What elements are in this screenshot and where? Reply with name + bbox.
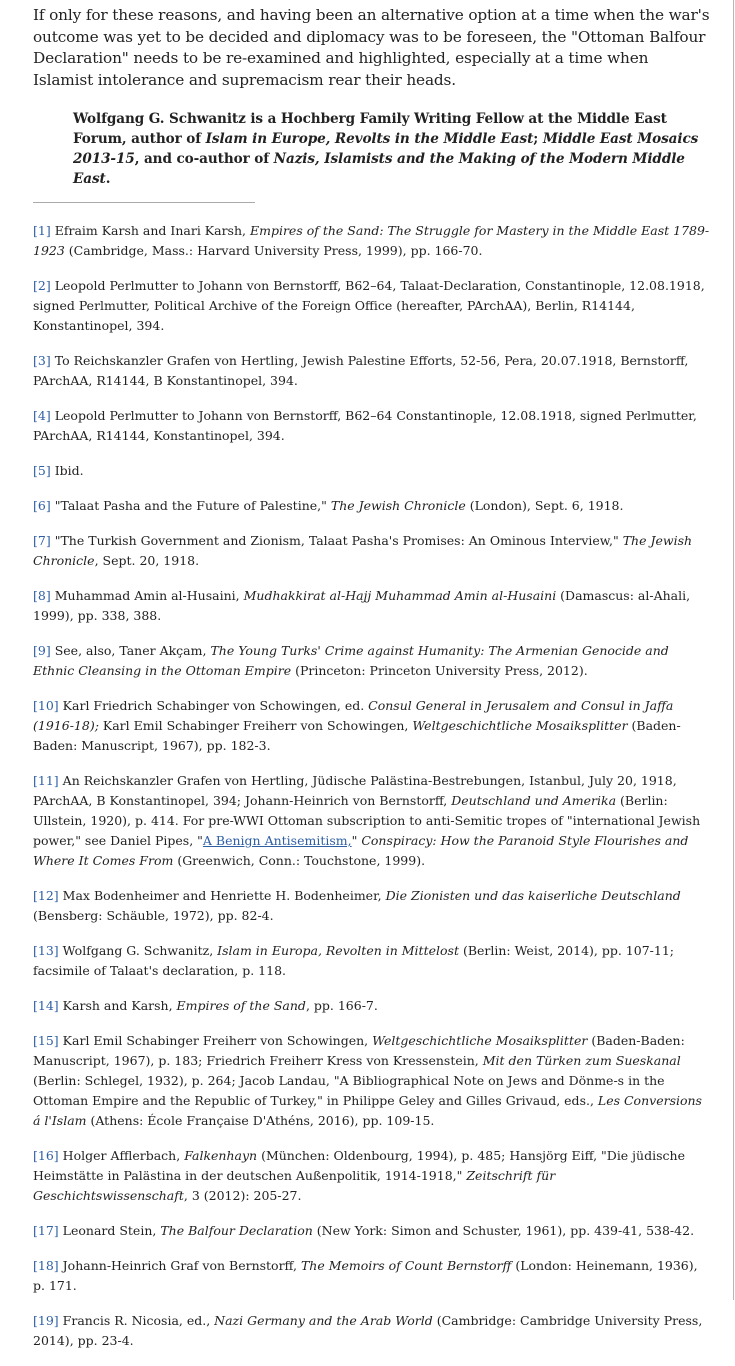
- footnote-9: [9] See, also, Taner Akçam, The Young Turks' Crime against Humanity: The Armenian Genocide and Ethnic Cleansing in the Ottoman Empire (Princeton: Princeton University Press, 2012).: [33, 643, 669, 678]
- footnote-ref-link[interactable]: [8]: [33, 588, 51, 603]
- footnote-ref-link[interactable]: [15]: [33, 1033, 59, 1048]
- footnote-19: [19] Francis R. Nicosia, ed., Nazi Germany and the Arab World (Cambridge: Cambridge University Press, 2014), pp. 23-4.: [33, 1313, 703, 1348]
- footnote-2: [2] Leopold Perlmutter to Johann von Bernstorff, B62–64, Talaat-Declaration, Constantinople, 12.08.1918, signed Perlmutter, Political Archive of the Foreign Office (hereafter, PArchAA), Berlin, R14144, Konstantinopel, 394.: [33, 278, 705, 333]
- footnote-ref-link[interactable]: [11]: [33, 773, 59, 788]
- footnote-ref-link[interactable]: [3]: [33, 353, 51, 368]
- footnote-ref-link[interactable]: [18]: [33, 1258, 59, 1273]
- footnote-ref-link[interactable]: [19]: [33, 1313, 59, 1328]
- footnote-6: [6] "Talaat Pasha and the Future of Palestine," The Jewish Chronicle (London), Sept. 6, 1918.: [33, 498, 624, 513]
- footnote-ref-link[interactable]: [7]: [33, 533, 51, 548]
- footnote-15: [15] Karl Emil Schabinger Freiherr von Schowingen, Weltgeschichtliche Mosaiksplitter (Baden-Baden: Manuscript, 1967), p. 183; Friedrich Freiherr Kress von Kressenstein, Mit den Türken zum Sueskanal (Berlin: Schlegel, 1932), p. 264; Jacob Landau, "A Bibliographical Note on Jews and Dönme-s in the Ottoman Empire and the Republic of Turkey," in Philippe Geley and Gilles Grivaud, eds., Les Conversions á l'Islam (Athens: École Française D'Athéns, 2016), pp. 109-15.: [33, 1033, 702, 1128]
- footnote-ref-link[interactable]: [2]: [33, 278, 51, 293]
- footnote-ref-link[interactable]: [10]: [33, 698, 59, 713]
- footnote-1: [1] Efraim Karsh and Inari Karsh, Empires of the Sand: The Struggle for Mastery in the Middle East 1789-1923 (Cambridge, Mass.: Harvard University Press, 1999), pp. 166-70.: [33, 223, 710, 258]
- footnote-16: [16] Holger Afflerbach, Falkenhayn (München: Oldenbourg, 1994), p. 485; Hansjörg Eiff, "Die jüdische Heimstätte in Palästina in der deutschen Außenpolitik, 1914-1918," Zeitschrift für Geschichtswissenschaft, 3 (2012): 205-27.: [33, 1148, 685, 1203]
- footnote-3: [3] To Reichskanzler Grafen von Hertling, Jewish Palestine Efforts, 52-56, Pera, 20.07.1918, Bernstorff, PArchAA, R14144, B Konstantinopel, 394.: [33, 353, 689, 388]
- bio-text: ;: [533, 131, 543, 147]
- footnote-7: [7] "The Turkish Government and Zionism, Talaat Pasha's Promises: An Ominous Interview," The Jewish Chronicle, Sept. 20, 1918.: [33, 533, 693, 568]
- footnote-17: [17] Leonard Stein, The Balfour Declaration (New York: Simon and Schuster, 1961), pp. 439-41, 538-42.: [33, 1223, 695, 1238]
- footnote-ref-link[interactable]: [16]: [33, 1148, 59, 1163]
- author-bio: [73, 109, 703, 189]
- bio-text: .: [105, 171, 111, 187]
- footnote-8: [8] Muhammad Amin al-Husaini, Mudhakkirat al-Hajj Muhammad Amin al-Husaini (Damascus: al-Ahali, 1999), pp. 338, 388.: [33, 588, 691, 623]
- footnote-ref-link[interactable]: [13]: [33, 943, 59, 958]
- footnote-ref-link[interactable]: [17]: [33, 1223, 59, 1238]
- footnote-13: [13] Wolfgang G. Schwanitz, Islam in Europa, Revolten in Mittelost (Berlin: Weist, 2014), pp. 107-11; facsimile of Talaat's declaration, p. 118.: [33, 943, 675, 978]
- page-right-border: [733, 0, 734, 1300]
- footnote-12: [12] Max Bodenheimer and Henriette H. Bodenheimer, Die Zionisten und das kaiserliche Deutschland (Bensberg: Schäuble, 1972), pp. 82-4.: [33, 888, 681, 923]
- footnote-ref-link[interactable]: [6]: [33, 498, 51, 513]
- footnote-11: [11] An Reichskanzler Grafen von Hertling, Jüdische Palästina-Bestrebungen, Istanbul, July 20, 1918, PArchAA, B Konstantinopel, 394; Johann-Heinrich von Bernstorff, Deutschland und Amerika (Berlin: Ullstein, 1920), p. 414. For pre-WWI Ottoman subscription to anti-Semitic tropes of "international Jewish power," see Daniel Pipes, "A Benign Antisemitism," Conspiracy: How the Paranoid Style Flourishes and Where It Comes From (Greenwich, Conn.: Touchstone, 1999).: [33, 773, 701, 868]
- footnote-ref-link[interactable]: [9]: [33, 643, 51, 658]
- footnote-ref-link[interactable]: [4]: [33, 408, 51, 423]
- footnote-14: [14] Karsh and Karsh, Empires of the Sand, pp. 166-7.: [33, 998, 378, 1013]
- footnote-ref-link[interactable]: [5]: [33, 463, 51, 478]
- footnote-4: [4] Leopold Perlmutter to Johann von Bernstorff, B62–64 Constantinople, 12.08.1918, signed Perlmutter, PArchAA, R14144, Konstantinopel, 394.: [33, 408, 697, 443]
- bio-book-title: Middle East Mosaics 2013-15: [73, 131, 699, 167]
- bio-book-title: Islam in Europe, Revolts in the Middle East: [205, 131, 534, 147]
- footnotes-list: [33, 221, 713, 1351]
- bio-book-title: Nazis, Islamists and the Making of the Modern Middle East: [73, 151, 685, 187]
- footnote-18: [18] Johann-Heinrich Graf von Bernstorff, The Memoirs of Count Bernstorff (London: Heinemann, 1936), p. 171.: [33, 1258, 698, 1293]
- footnotes-separator: [33, 202, 255, 203]
- footnote-10: [10] Karl Friedrich Schabinger von Schowingen, ed. Consul General in Jerusalem and Consul in Jaffa (1916-18); Karl Emil Schabinger Freiherr von Schowingen, Weltgeschichtliche Mosaiksplitter (Baden-Baden: Manuscript, 1967), pp. 182-3.: [33, 698, 681, 753]
- footnote-ref-link[interactable]: [12]: [33, 888, 59, 903]
- footnote-ref-link[interactable]: [14]: [33, 998, 59, 1013]
- bio-text: , and co-author of: [134, 151, 274, 167]
- closing-paragraph: If only for these reasons, and having been an alternative option at a time when the war's outcome was yet to be decided and diplomacy was to be foreseen, the "Ottoman Balfour Declaration" needs to be re-examined and highlighted, especially at a time when Islamist intolerance and supremacism rear their heads.: [33, 6, 710, 89]
- bio-text: Wolfgang G. Schwanitz is a Hochberg Family Writing Fellow at the Middle East Forum, author of: [73, 111, 667, 147]
- footnote-ref-link[interactable]: [1]: [33, 223, 51, 238]
- article-body: [33, 0, 713, 1366]
- footnote-5: [5] Ibid.: [33, 463, 84, 478]
- benign-antisemitism-link[interactable]: A Benign Antisemitism,: [202, 833, 352, 848]
